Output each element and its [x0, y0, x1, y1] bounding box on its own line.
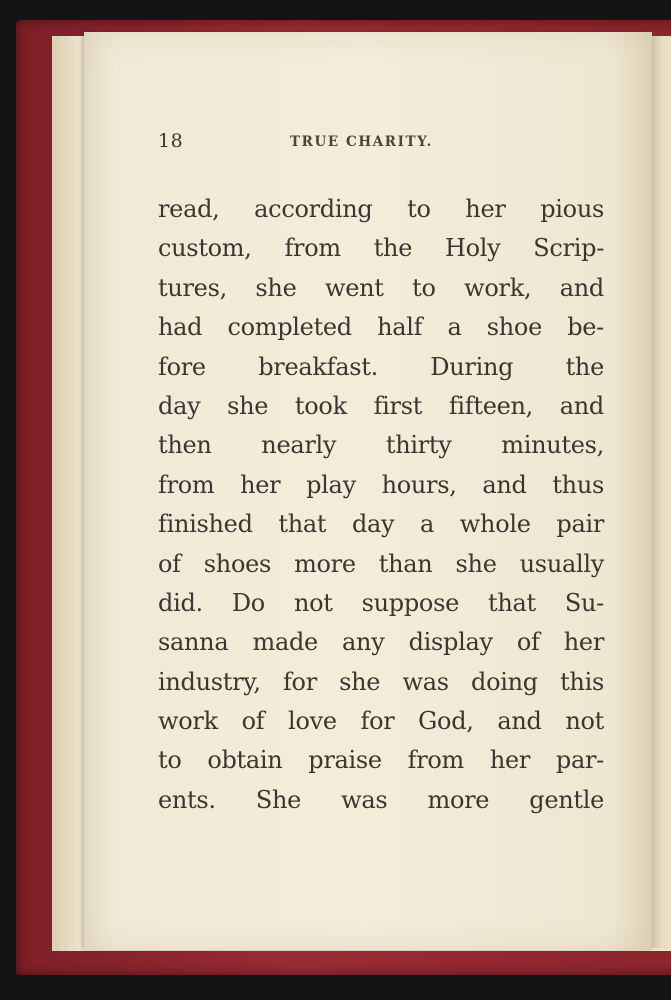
text-line: of shoes more than she usually: [158, 549, 604, 578]
text-line: had completed half a shoe be-: [158, 313, 604, 342]
body-text: [158, 190, 604, 820]
text-line: work of love for God, and not: [158, 707, 604, 736]
text-line: read, according to her pious: [158, 195, 604, 223]
text-line: ents. She was more gentle: [158, 785, 604, 814]
text-line: sanna made any display of her: [158, 628, 604, 657]
facing-page-edge: [652, 36, 671, 948]
text-line: finished that day a whole pair: [158, 510, 604, 539]
text-line: industry, for she was doing this: [158, 667, 604, 696]
text-line: tures, she went to work, and: [158, 273, 604, 302]
page-header: [158, 130, 608, 154]
running-head: TRUE CHARITY.: [290, 134, 433, 150]
text-line: then nearly thirty minutes,: [158, 431, 604, 460]
text-line: did. Do not suppose that Su-: [158, 588, 604, 617]
text-line: fore breakfast. During the: [158, 352, 604, 381]
text-line: custom, from the Holy Scrip-: [158, 234, 604, 263]
text-line: to obtain praise from her par-: [158, 746, 604, 775]
text-line: from her play hours, and thus: [158, 470, 604, 499]
text-line: day she took first fifteen, and: [158, 391, 604, 420]
page-number: 18: [158, 130, 184, 152]
